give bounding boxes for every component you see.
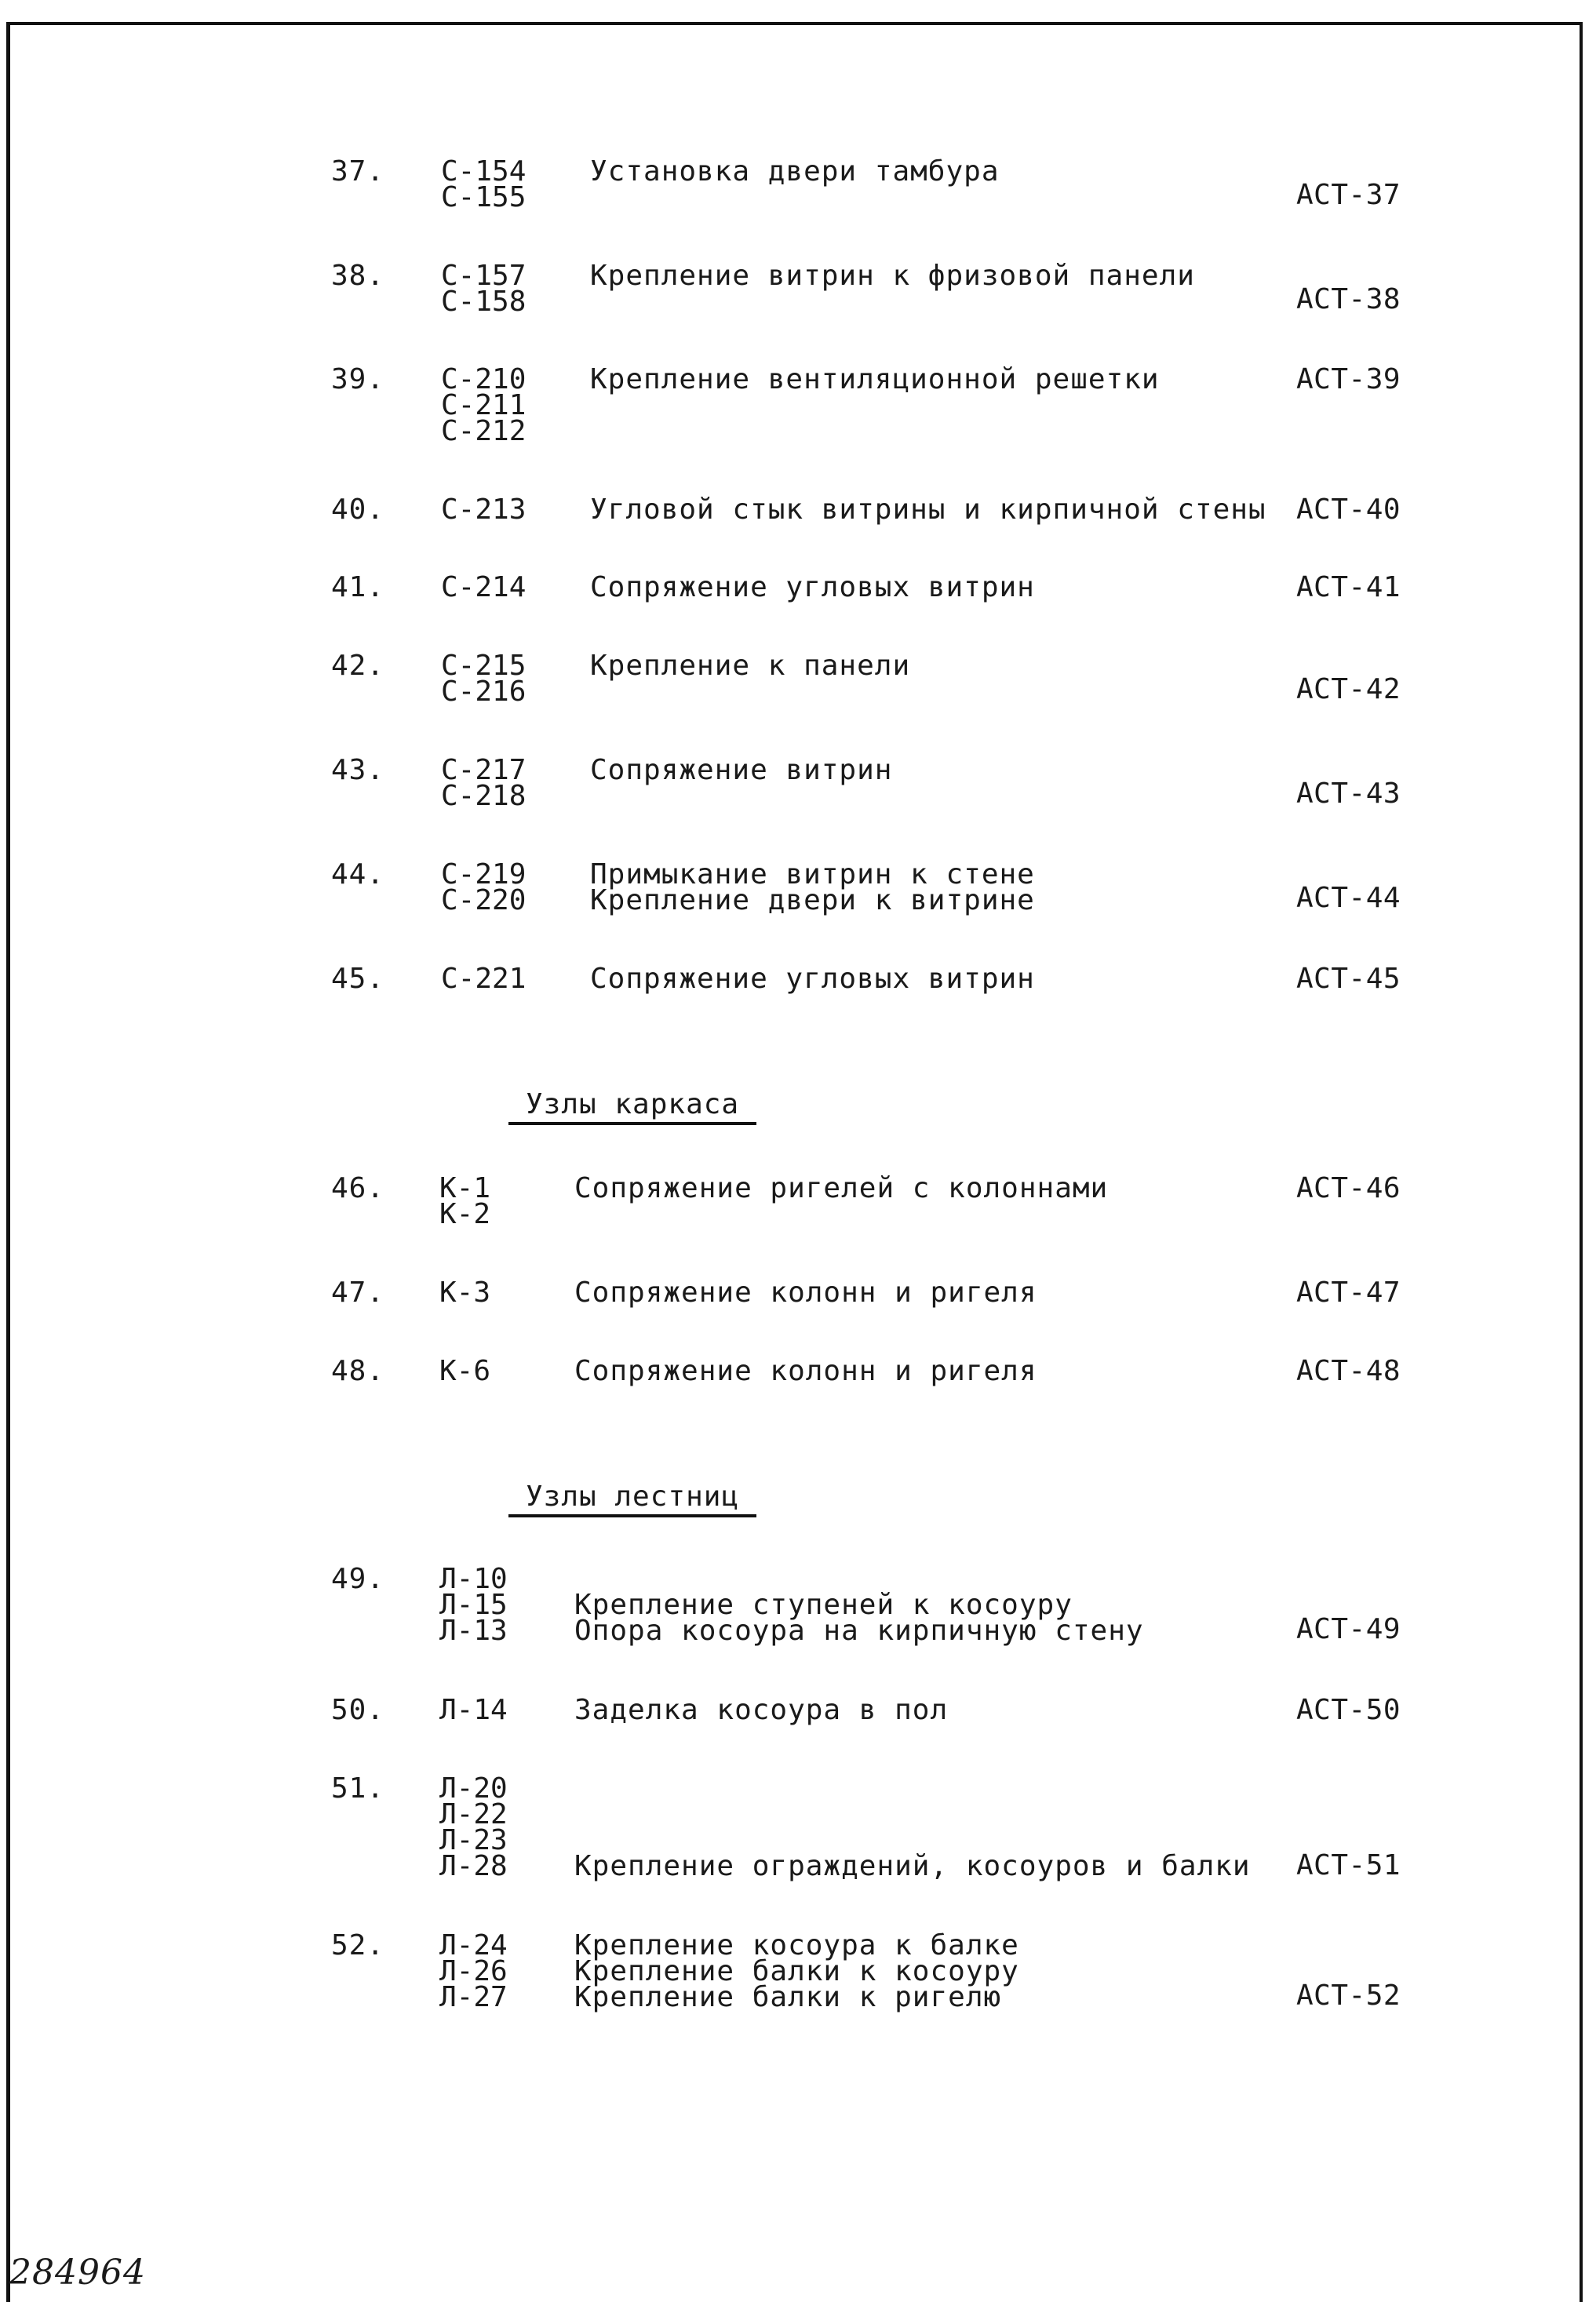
- sheet-reference: АСТ-43: [1296, 778, 1401, 810]
- entry-codes: [441, 858, 527, 916]
- entry-descriptions: [590, 650, 911, 682]
- entry-descriptions: [574, 1355, 1037, 1387]
- section-heading-lestnits: Узлы лестниц: [508, 1481, 756, 1517]
- entry-description: Опора косоура на кирпичную стену: [574, 1615, 1144, 1647]
- entry-descriptions: [574, 1277, 1037, 1309]
- node-code: С-155: [441, 181, 527, 213]
- entry-number: 49.: [331, 1563, 385, 1595]
- page-frame-top: [8, 22, 1580, 25]
- entry-codes: [439, 1277, 491, 1309]
- node-code: Л-15: [439, 1589, 508, 1621]
- node-code: С-210: [441, 363, 527, 395]
- node-code: С-212: [441, 415, 527, 447]
- node-code: С-217: [441, 754, 527, 786]
- entry-description: [574, 1776, 1251, 1801]
- entry-number: 52.: [331, 1929, 385, 1961]
- sheet-reference: АСТ-40: [1296, 494, 1401, 526]
- node-code: Л-14: [439, 1694, 508, 1726]
- node-code: С-213: [441, 494, 527, 526]
- node-code: Л-20: [439, 1772, 508, 1805]
- node-code: К-6: [439, 1355, 491, 1387]
- entry-description: Крепление балки к косоуру: [574, 1955, 1019, 1987]
- node-code: Л-26: [439, 1955, 508, 1987]
- sheet-reference: АСТ-37: [1296, 179, 1401, 211]
- entry-description: Сопряжение ригелей с колоннами: [574, 1172, 1109, 1204]
- entry-description: Крепление витрин к фризовой панели: [590, 260, 1195, 292]
- entry-number: 39.: [331, 363, 385, 395]
- node-code: С-219: [441, 858, 527, 891]
- node-code: С-211: [441, 389, 527, 421]
- entry-description: Заделка косоура в пол: [574, 1694, 949, 1726]
- entry-description: Установка двери тамбура: [590, 155, 1000, 188]
- entry-codes: [439, 1172, 491, 1230]
- entry-descriptions: [590, 363, 1160, 395]
- entry-number: 50.: [331, 1694, 385, 1726]
- entry-codes: [441, 260, 527, 318]
- entry-descriptions: [574, 1694, 949, 1726]
- sheet-reference: АСТ-39: [1296, 363, 1401, 395]
- sheet-reference: АСТ-50: [1296, 1694, 1401, 1726]
- entry-number: 38.: [331, 260, 385, 292]
- entry-description: Крепление вентиляционной решетки: [590, 363, 1160, 395]
- entry-descriptions: [590, 494, 1266, 526]
- entry-description: Крепление косоура к балке: [574, 1929, 1019, 1961]
- sheet-reference: АСТ-47: [1296, 1277, 1401, 1309]
- entry-description: Сопряжение угловых витрин: [590, 963, 1035, 995]
- entry-description: Примыкание витрин к стене: [590, 858, 1035, 891]
- entry-descriptions: [574, 1566, 1144, 1647]
- node-code: Л-10: [439, 1563, 508, 1595]
- entry-codes: [441, 963, 527, 995]
- entry-number: 51.: [331, 1772, 385, 1805]
- entry-number: 46.: [331, 1172, 385, 1204]
- entry-number: 42.: [331, 650, 385, 682]
- entry-description: Крепление к панели: [590, 650, 911, 682]
- entry-description: Угловой стык витрины и кирпичной стены: [590, 494, 1266, 526]
- entry-codes: [441, 363, 527, 447]
- node-code: С-215: [441, 650, 527, 682]
- sheet-reference: АСТ-51: [1296, 1849, 1401, 1881]
- node-code: Л-27: [439, 1981, 508, 2013]
- node-code: Л-23: [439, 1824, 508, 1856]
- sheet-reference: АСТ-52: [1296, 1980, 1401, 2012]
- sheet-reference: АСТ-49: [1296, 1613, 1401, 1645]
- entry-description: Крепление ограждений, косоуров и балки: [574, 1850, 1251, 1882]
- page-frame-right: [1580, 22, 1583, 2302]
- node-code: С-157: [441, 260, 527, 292]
- entry-codes: [439, 1355, 491, 1387]
- entry-codes: [439, 1563, 508, 1647]
- entry-codes: [441, 754, 527, 812]
- sheet-reference: АСТ-41: [1296, 571, 1401, 603]
- entry-description: Крепление балки к ригелю: [574, 1981, 1002, 2013]
- entry-descriptions: [590, 260, 1195, 292]
- entry-descriptions: [574, 1929, 1019, 2013]
- entry-codes: [441, 650, 527, 708]
- sheet-reference: АСТ-45: [1296, 963, 1401, 995]
- sheet-reference: АСТ-46: [1296, 1172, 1401, 1204]
- sheet-reference: АСТ-38: [1296, 283, 1401, 315]
- entry-descriptions: [590, 754, 893, 786]
- entry-codes: [439, 1694, 508, 1726]
- entry-number: 44.: [331, 858, 385, 891]
- entry-codes: [439, 1772, 508, 1882]
- entry-description: Сопряжение витрин: [590, 754, 893, 786]
- page-frame-left: [6, 22, 10, 2302]
- node-code: С-154: [441, 155, 527, 188]
- node-code: К-1: [439, 1172, 491, 1204]
- node-code: С-221: [441, 963, 527, 995]
- entry-descriptions: [574, 1776, 1251, 1882]
- entry-descriptions: [574, 1172, 1109, 1204]
- handwritten-inventory-number: 284964: [9, 2253, 146, 2293]
- entry-description: Сопряжение угловых витрин: [590, 571, 1035, 603]
- entry-codes: [441, 494, 527, 526]
- node-code: К-2: [439, 1198, 491, 1230]
- sheet-reference: АСТ-48: [1296, 1355, 1401, 1387]
- entry-number: 45.: [331, 963, 385, 995]
- node-code: С-158: [441, 286, 527, 318]
- node-code: С-216: [441, 676, 527, 708]
- entry-codes: [441, 571, 527, 603]
- entry-number: 40.: [331, 494, 385, 526]
- entry-number: 47.: [331, 1277, 385, 1309]
- node-code: Л-22: [439, 1798, 508, 1830]
- entry-codes: [441, 155, 527, 213]
- node-code: Л-28: [439, 1850, 508, 1882]
- entry-number: 37.: [331, 155, 385, 188]
- entry-descriptions: [590, 155, 1000, 188]
- node-code: К-3: [439, 1277, 491, 1309]
- entry-description: [574, 1801, 1251, 1827]
- entry-number: 48.: [331, 1355, 385, 1387]
- entry-descriptions: [590, 571, 1035, 603]
- node-code: С-220: [441, 884, 527, 916]
- section-heading-karkas: Узлы каркаса: [508, 1089, 756, 1125]
- entry-description: Крепление ступеней к косоуру: [574, 1589, 1073, 1621]
- node-code: С-218: [441, 780, 527, 812]
- entry-descriptions: [590, 858, 1035, 916]
- entry-codes: [439, 1929, 508, 2013]
- sheet-reference: АСТ-44: [1296, 882, 1401, 914]
- sheet-reference: АСТ-42: [1296, 673, 1401, 705]
- entry-number: 41.: [331, 571, 385, 603]
- node-code: Л-24: [439, 1929, 508, 1961]
- node-code: Л-13: [439, 1615, 508, 1647]
- entry-description: Сопряжение колонн и ригеля: [574, 1277, 1037, 1309]
- node-code: С-214: [441, 571, 527, 603]
- entry-description: Крепление двери к витрине: [590, 884, 1035, 916]
- entry-description: Сопряжение колонн и ригеля: [574, 1355, 1037, 1387]
- entry-descriptions: [590, 963, 1035, 995]
- entry-number: 43.: [331, 754, 385, 786]
